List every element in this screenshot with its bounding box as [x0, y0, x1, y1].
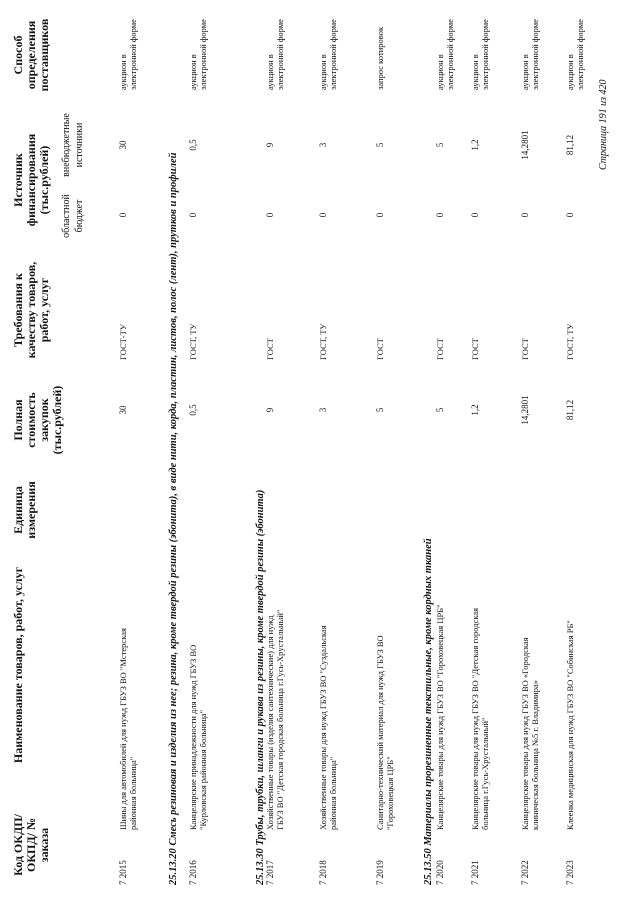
cell-regional: 0: [318, 212, 328, 218]
cell-name: Хозяйственные товары для нужд ГБУЗ ВО "Суздальская районная больница": [318, 625, 338, 830]
table-row: [318, 0, 362, 905]
cell-regional: 0: [520, 212, 530, 218]
cell-extra: 1,2: [470, 139, 480, 151]
header-fin-regional: областной бюджет: [61, 194, 85, 238]
cell-total: 0,5: [188, 404, 198, 416]
header-financing: Источник финансирования (тыс.рублей): [11, 133, 51, 227]
table-row: [520, 0, 564, 905]
header-fin-extra: внебюджетные источники: [61, 113, 85, 177]
table-row: [375, 0, 415, 905]
header-total: Полная стоимость закупок (тыс.рублей): [11, 385, 64, 455]
cell-regional: 0: [118, 212, 128, 218]
table-row: [188, 0, 228, 905]
header-method: Способ определения поставщиков: [11, 18, 51, 92]
cell-extra: 5: [435, 142, 445, 148]
table-row: [470, 0, 514, 905]
cell-extra: 30: [118, 140, 128, 150]
cell-extra: 81,12: [565, 134, 575, 156]
cell-extra: 9: [265, 142, 275, 148]
cell-extra: 3: [318, 142, 328, 148]
cell-name: Клеенка медицинская для нужд ГБУЗ ВО "Собинская РБ": [565, 620, 575, 830]
cell-total: 3: [318, 407, 328, 413]
cell-req: ГОСТ: [470, 338, 480, 360]
cell-regional: 0: [188, 212, 198, 218]
cell-code: 7 2023: [565, 860, 575, 885]
cell-req: ГОСТ: [520, 338, 530, 360]
cell-method: аукцион в электронной форме: [520, 19, 540, 90]
cell-code: 7 2022: [520, 860, 530, 885]
cell-method: запрос котировок: [375, 26, 385, 90]
cell-code: 7 2017: [265, 860, 275, 885]
cell-total: 1,2: [470, 404, 480, 416]
cell-regional: 0: [375, 212, 385, 218]
cell-code: 7 2016: [188, 860, 198, 885]
cell-total: 5: [375, 407, 385, 413]
table-row: [265, 0, 309, 905]
cell-code: 7 2018: [318, 860, 328, 885]
cell-total: 81,12: [565, 399, 575, 421]
header-code: Код ОКДП/ ОКПД/ № заказа: [11, 814, 51, 876]
cell-req: ГОСТ, ТУ: [188, 323, 198, 360]
cell-regional: 0: [265, 212, 275, 218]
cell-method: аукцион в электронной форме: [565, 19, 585, 90]
cell-method: аукцион в электронной форме: [435, 19, 455, 90]
cell-total: 30: [118, 405, 128, 415]
cell-method: аукцион в электронной форме: [118, 19, 138, 90]
cell-name: Канцелярские товары для нужд ГБУЗ ВО "Детская городская больница г.Гусь-Хрустальный": [470, 608, 490, 830]
cell-regional: 0: [565, 212, 575, 218]
cell-method: аукцион в электронной форме: [265, 19, 285, 90]
cell-req: ГОСТ-ТУ: [118, 324, 128, 360]
cell-code: 7 2019: [375, 860, 385, 885]
cell-total: 9: [265, 407, 275, 413]
cell-req: ГОСТ: [375, 338, 385, 360]
section-heading: 25.13.20 Смесь резиновая и изделия из нее; резина, кроме твердой резины (эбонита), в виде нити, корда, пластин, листов, полос (лент), прутков и профилей: [168, 152, 179, 885]
cell-extra: 0,5: [188, 139, 198, 151]
cell-regional: 0: [470, 212, 480, 218]
cell-extra: 14,2801: [520, 130, 530, 160]
cell-code: 7 2021: [470, 860, 480, 885]
section-heading: 25.13.50 Материалы прорезиненные текстильные, кроме кордных тканей: [423, 538, 434, 885]
cell-total: 5: [435, 407, 445, 413]
cell-method: аукцион в электронной форме: [188, 19, 208, 90]
cell-name: Санитарно-технический материал для нужд ГБУЗ ВО "Гороховецкая ЦРБ": [375, 635, 395, 830]
cell-req: ГОСТ: [265, 338, 275, 360]
cell-name: Хозяйственные товары (изделия сантехнические) для нужд ГБУЗ ВО "Детская городская больница г.Гусь-Хрустальный": [265, 609, 285, 830]
section-heading: 25.13.30 Трубы, трубки, шланги и рукава из резины, кроме твердой резины (эбонита): [255, 489, 266, 885]
cell-name: Канцелярские принадлежности для нужд ГБУЗ ВО "Курловская районная больница": [188, 644, 208, 830]
cell-name: Канцелярские товары для нужд ГБУЗ ВО «Городская клиническая больница №5 г. Владимира»: [520, 637, 540, 830]
cell-req: ГОСТ, ТУ: [565, 323, 575, 360]
cell-extra: 5: [375, 142, 385, 148]
cell-method: аукцион в электронной форме: [318, 19, 338, 90]
cell-name: Канцелярские товары для нужд ГБУЗ ВО "Гороховецкая ЦРБ": [435, 604, 445, 830]
header-unit: Единица измерения: [11, 481, 38, 539]
cell-total: 14,2801: [520, 395, 530, 425]
page-number: Страница 191 из 420: [598, 79, 609, 170]
cell-code: 7 2015: [118, 860, 128, 885]
header-name: Наименование товаров, работ, услуг: [11, 566, 25, 764]
cell-regional: 0: [435, 212, 445, 218]
cell-req: ГОСТ, ТУ: [318, 323, 328, 360]
cell-req: ГОСТ: [435, 338, 445, 360]
cell-method: аукцион в электронной форме: [470, 19, 490, 90]
header-requirements: Требования к качеству товаров, работ, услуг: [11, 261, 51, 359]
cell-code: 7 2020: [435, 860, 445, 885]
table-row: [118, 0, 158, 905]
cell-name: Шины для автомобилей для нужд ГБУЗ ВО "Мстерская районная больница": [118, 628, 138, 830]
